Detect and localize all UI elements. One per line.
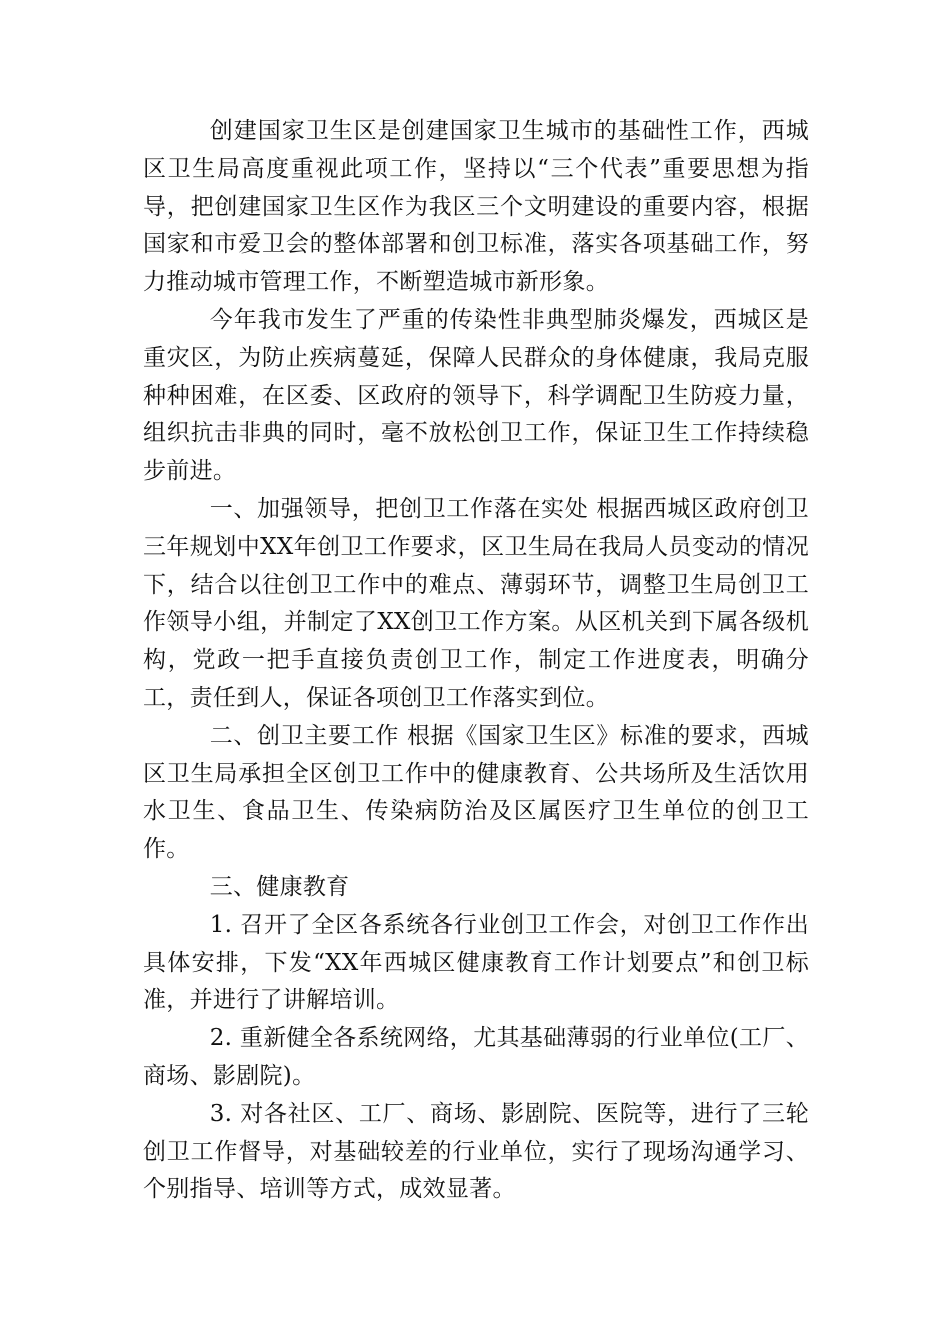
paragraph-intro: 创建国家卫生区是创建国家卫生城市的基础性工作，西城区卫生局高度重视此项工作，坚持以“三个代表”重要思想为指导，把创建国家卫生区作为我区三个文明建设的重要内容，根据国家和市爱卫会的整体部署和创卫标准，落实各项基础工作，努力推动城市管理工作，不断塑造城市新形象。 [143, 118, 809, 296]
paragraph-sars-context: 今年我市发生了严重的传染性非典型肺炎爆发，西城区是重灾区，为防止疾病蔓延，保障人民群众的身体健康，我局克服种种困难，在区委、区政府的领导下，科学调配卫生防疫力量，组织抗击非典的同时，毫不放松创卫工作，保证卫生工作持续稳步前进。 [143, 306, 809, 485]
paragraph-section-2-main-work: 二、创卫主要工作 根据《国家卫生区》标准的要求，西城区卫生局承担全区创卫工作中的健康教育、公共场所及生活饮用水卫生、食品卫生、传染病防治及区属医疗卫生单位的创卫工作。 [143, 722, 809, 863]
document-body [143, 113, 809, 1209]
heading-section-3-health-education: 三、健康教育 [209, 873, 350, 900]
list-item-3: 3. 对各社区、工厂、商场、影剧院、医院等，进行了三轮创卫工作督导，对基础较差的行业单位，实行了现场沟通学习、个别指导、培训等方式，成效显著。 [143, 1100, 809, 1203]
list-item-2: 2. 重新健全各系统网络，尤其基础薄弱的行业单位(工厂、商场、影剧院)。 [143, 1025, 809, 1089]
paragraph-section-1-leadership: 一、加强领导，把创卫工作落在实处 根据西城区政府创卫三年规划中XX年创卫工作要求，区卫生局在我局人员变动的情况下，结合以往创卫工作中的难点、薄弱环节，调整卫生局创卫工作领导小组，并制定了XX创卫工作方案。从区机关到下属各级机构，党政一把手直接负责创卫工作，制定工作进度表，明确分工，责任到人，保证各项创卫工作落实到位。 [143, 495, 809, 711]
list-item-1: 1. 召开了全区各系统各行业创卫工作会，对创卫工作作出具体安排，下发“XX年西城区健康教育工作计划要点”和创卫标准，并进行了讲解培训。 [143, 911, 809, 1014]
